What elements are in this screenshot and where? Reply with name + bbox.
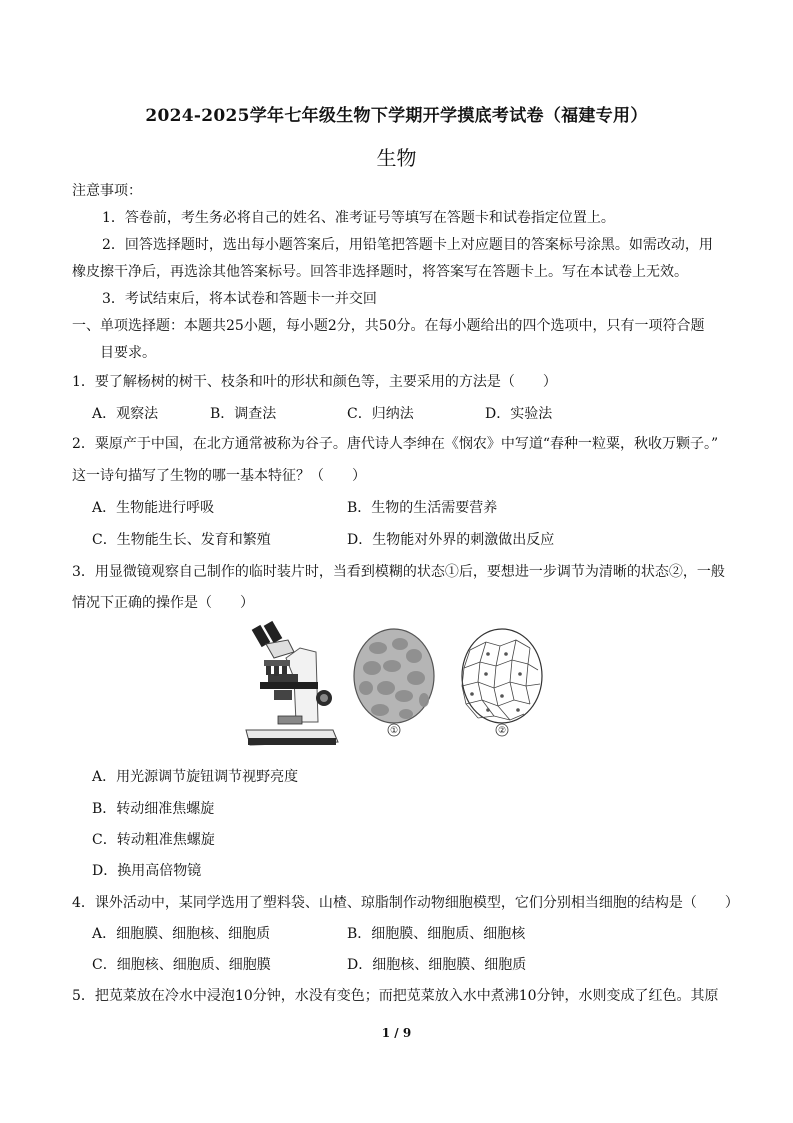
section-heading: 一、单项选择题：本题共25小题，每小题2分，共50分。在每小题给出的四个选项中，只有一项符合题 <box>72 318 705 334</box>
blurry-cell-view <box>354 629 434 736</box>
question-1-stem: 1．要了解杨树的树干、枝条和叶的形状和颜色等，主要采用的方法是（ ） <box>72 374 557 390</box>
clear-cell-view <box>462 629 542 736</box>
question-4-option-d[interactable]: D．细胞核、细胞膜、细胞质 <box>347 957 527 973</box>
question-1-option-d[interactable]: D．实验法 <box>485 406 553 422</box>
notice-item-1: 1．答卷前，考生务必将自己的姓名、准考证号等填写在答题卡和试卷指定位置上。 <box>102 210 615 226</box>
subject-heading: 生物 <box>376 146 417 170</box>
question-2-option-b[interactable]: B．生物的生活需要营养 <box>347 500 498 516</box>
question-4-option-c[interactable]: C．细胞核、细胞质、细胞膜 <box>92 957 271 973</box>
question-1-option-c[interactable]: C．归纳法 <box>347 406 414 422</box>
question-2-option-d[interactable]: D．生物能对外界的刺激做出反应 <box>347 532 555 548</box>
microscope-illustration <box>246 621 338 745</box>
question-3-option-b[interactable]: B．转动细准焦螺旋 <box>92 801 215 817</box>
question-2-option-c[interactable]: C．生物能生长、发育和繁殖 <box>92 532 271 548</box>
question-4-stem: 4．课外活动中，某同学选用了塑料袋、山楂、琼脂制作动物细胞模型，它们分别相当细胞的结构是（ ） <box>72 895 739 911</box>
figure-label-2: ② <box>497 726 507 736</box>
notice-item-2-cont: 橡皮擦干净后，再选涂其他答案标号。回答非选择题时，将答案写在答题卡上。写在本试卷上无效。 <box>72 264 688 280</box>
question-3-option-c[interactable]: C．转动粗准焦螺旋 <box>92 832 215 848</box>
question-3-stem-cont: 情况下正确的操作是（ ） <box>72 595 254 611</box>
page-number: 1 / 9 <box>381 1026 412 1040</box>
question-2-stem-cont: 这一诗句描写了生物的哪一基本特征？（ ） <box>72 468 366 484</box>
question-1-option-b[interactable]: B．调查法 <box>210 406 277 422</box>
question-3-stem: 3．用显微镜观察自己制作的临时装片时，当看到模糊的状态①后，要想进一步调节为清晰的状态②，一般 <box>72 564 725 580</box>
question-1-option-a[interactable]: A．观察法 <box>92 406 159 422</box>
question-2-stem: 2．粟原产于中国，在北方通常被称为谷子。唐代诗人李绅在《悯农》中写道“春种一粒粟，秋收万颗子。” <box>72 436 719 452</box>
question-3-option-a[interactable]: A．用光源调节旋钮调节视野亮度 <box>92 769 299 785</box>
question-2-option-a[interactable]: A．生物能进行呼吸 <box>92 500 215 516</box>
question-3-option-d[interactable]: D．换用高倍物镜 <box>92 863 202 879</box>
figure-label-1: ① <box>389 726 399 736</box>
section-heading-cont: 目要求。 <box>100 345 156 361</box>
question-4-option-b[interactable]: B．细胞膜、细胞质、细胞核 <box>347 926 526 942</box>
notice-item-2: 2．回答选择题时，选出每小题答案后，用铅笔把答题卡上对应题目的答案标号涂黑。如需改动，用 <box>102 237 713 253</box>
question-4-option-a[interactable]: A．细胞膜、细胞核、细胞质 <box>92 926 271 942</box>
notice-item-3: 3．考试结束后，将本试卷和答题卡一并交回 <box>102 291 377 307</box>
exam-title: 2024-2025学年七年级生物下学期开学摸底考试卷（福建专用） <box>145 106 648 126</box>
question-5-stem: 5．把苋菜放在冷水中浸泡10分钟，水没有变色；而把苋菜放入水中煮沸10分钟，水则变成了红色。其原 <box>72 988 719 1004</box>
notice-heading: 注意事项： <box>72 183 142 199</box>
microscope-figure <box>238 618 568 753</box>
